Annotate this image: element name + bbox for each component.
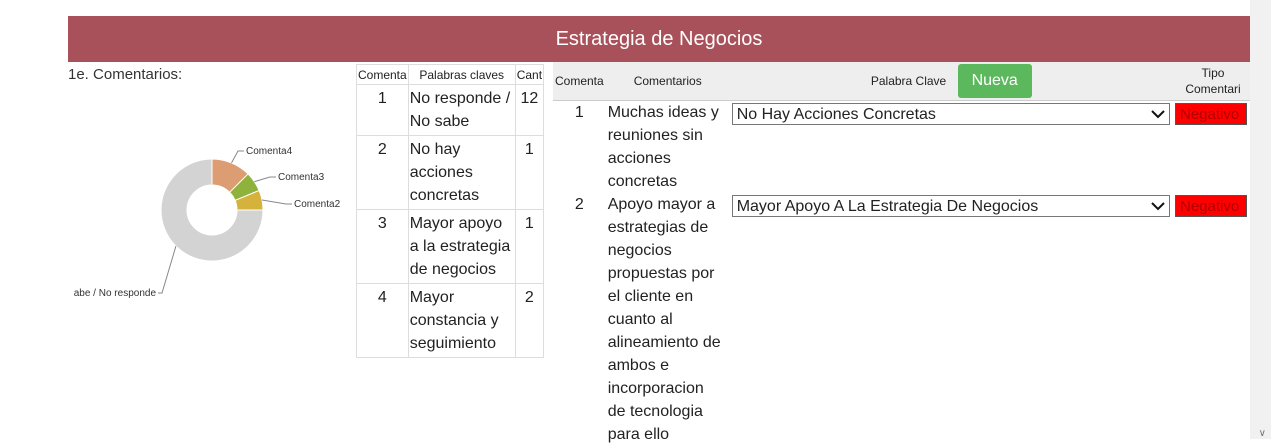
kw-row-count: 1: [515, 136, 543, 210]
comment-text-line: negocios: [608, 239, 728, 262]
kw-keyword-line: acciones: [410, 161, 514, 184]
keyword-cell: [730, 193, 1173, 446]
kw-keyword-line: No sabe: [410, 110, 514, 133]
kw-row-count: 1: [515, 210, 543, 284]
cm-header-palabra-clave: [730, 62, 1173, 101]
comment-text-line: el cliente en: [608, 285, 728, 308]
comment-text-line: Apoyo mayor a: [608, 193, 728, 216]
kw-keyword-line: concretas: [410, 184, 514, 207]
scroll-down-icon[interactable]: ∨: [1259, 428, 1266, 439]
pie-label: abe / No responde: [74, 288, 157, 299]
kw-header-palabras: Palabras claves: [408, 65, 515, 85]
keyword-select[interactable]: [732, 103, 1170, 125]
keywords-table-body: [357, 85, 544, 358]
kw-table-row: [357, 85, 544, 136]
comment-number: 2: [553, 193, 606, 446]
chevron-down-icon: [1151, 103, 1165, 126]
tipo-select[interactable]: Negativo: [1175, 103, 1247, 125]
kw-keyword-line: Mayor: [410, 286, 514, 309]
cm-header-comentarios: Comentarios: [606, 62, 730, 101]
kw-keyword-line: Mayor apoyo: [410, 212, 514, 235]
comentario-label: Comentari: [1185, 82, 1240, 96]
cm-header-tipo: [1173, 62, 1253, 101]
comment-text-line: incorporacion: [608, 377, 728, 400]
tipo-label: Tipo: [1202, 66, 1225, 80]
kw-row-keyword: [408, 284, 515, 358]
comment-text-line: propuestas por: [608, 262, 728, 285]
tipo-cell: [1173, 193, 1253, 446]
pie-label-connector: [262, 200, 292, 204]
comment-text-line: de tecnologia: [608, 400, 728, 423]
kw-row-number: 1: [357, 85, 409, 136]
kw-keyword-line: seguimiento: [410, 332, 514, 355]
comments-table-body: [553, 101, 1253, 446]
donut-chart-svg: [0, 120, 360, 320]
cm-header-comenta: Comenta: [553, 62, 606, 101]
kw-row-number: 2: [357, 136, 409, 210]
comment-text-line: cuanto al: [608, 308, 728, 331]
pie-label-connector: [232, 151, 244, 163]
comment-text: [606, 193, 730, 446]
chevron-down-icon: [1151, 195, 1165, 218]
kw-header-cant: Cant: [515, 65, 543, 85]
kw-row-count: 12: [515, 85, 543, 136]
kw-header-comenta: Comenta: [357, 65, 409, 85]
kw-table-row: [357, 210, 544, 284]
keyword-select-value: Mayor Apoyo A La Estrategia De Negocios: [737, 195, 1039, 218]
kw-keyword-line: de negocios: [410, 258, 514, 281]
comment-text-line: reuniones sin: [608, 124, 728, 147]
vertical-scrollbar[interactable]: [1250, 0, 1271, 439]
kw-row-number: 3: [357, 210, 409, 284]
comment-text-line: para ello: [608, 423, 728, 446]
comment-row: [553, 101, 1253, 194]
kw-keyword-line: a la estrategia: [410, 235, 514, 258]
comment-text-line: Muchas ideas y: [608, 101, 728, 124]
kw-table-row: [357, 284, 544, 358]
keyword-select-value: No Hay Acciones Concretas: [737, 103, 936, 126]
pie-label-connector: [254, 177, 276, 182]
section-title: 1e. Comentarios:: [68, 66, 182, 83]
nueva-button[interactable]: Nueva: [958, 64, 1032, 98]
kw-keyword-line: No hay: [410, 138, 514, 161]
comments-donut-chart: [0, 120, 360, 320]
page-title: Estrategia de Negocios: [556, 28, 763, 50]
kw-row-keyword: [408, 210, 515, 284]
kw-keyword-line: No responde /: [410, 87, 514, 110]
tipo-select[interactable]: Negativo: [1175, 195, 1247, 217]
pie-label: Comenta3: [278, 172, 325, 183]
keyword-cell: [730, 101, 1173, 194]
comment-text-line: concretas: [608, 170, 728, 193]
kw-row-keyword: [408, 136, 515, 210]
comment-text-line: acciones: [608, 147, 728, 170]
comment-text-line: estrategias de: [608, 216, 728, 239]
comment-text: [606, 101, 730, 194]
kw-keyword-line: constancia y: [410, 309, 514, 332]
kw-row-count: 2: [515, 284, 543, 358]
page-header-banner: [68, 16, 1250, 62]
comment-text-line: alineamiento de: [608, 331, 728, 354]
comments-table: [553, 62, 1253, 446]
pie-label-connector: [158, 246, 176, 293]
keywords-table: [356, 64, 544, 358]
pie-label: Comenta2: [294, 199, 341, 210]
kw-table-row: [357, 136, 544, 210]
comment-number: 1: [553, 101, 606, 194]
palabra-clave-label: Palabra Clave: [871, 74, 946, 88]
comment-row: [553, 193, 1253, 446]
tipo-cell: [1173, 101, 1253, 194]
keyword-select[interactable]: [732, 195, 1170, 217]
kw-row-keyword: [408, 85, 515, 136]
pie-label: Comenta4: [246, 146, 293, 157]
comment-text-line: ambos e: [608, 354, 728, 377]
kw-row-number: 4: [357, 284, 409, 358]
